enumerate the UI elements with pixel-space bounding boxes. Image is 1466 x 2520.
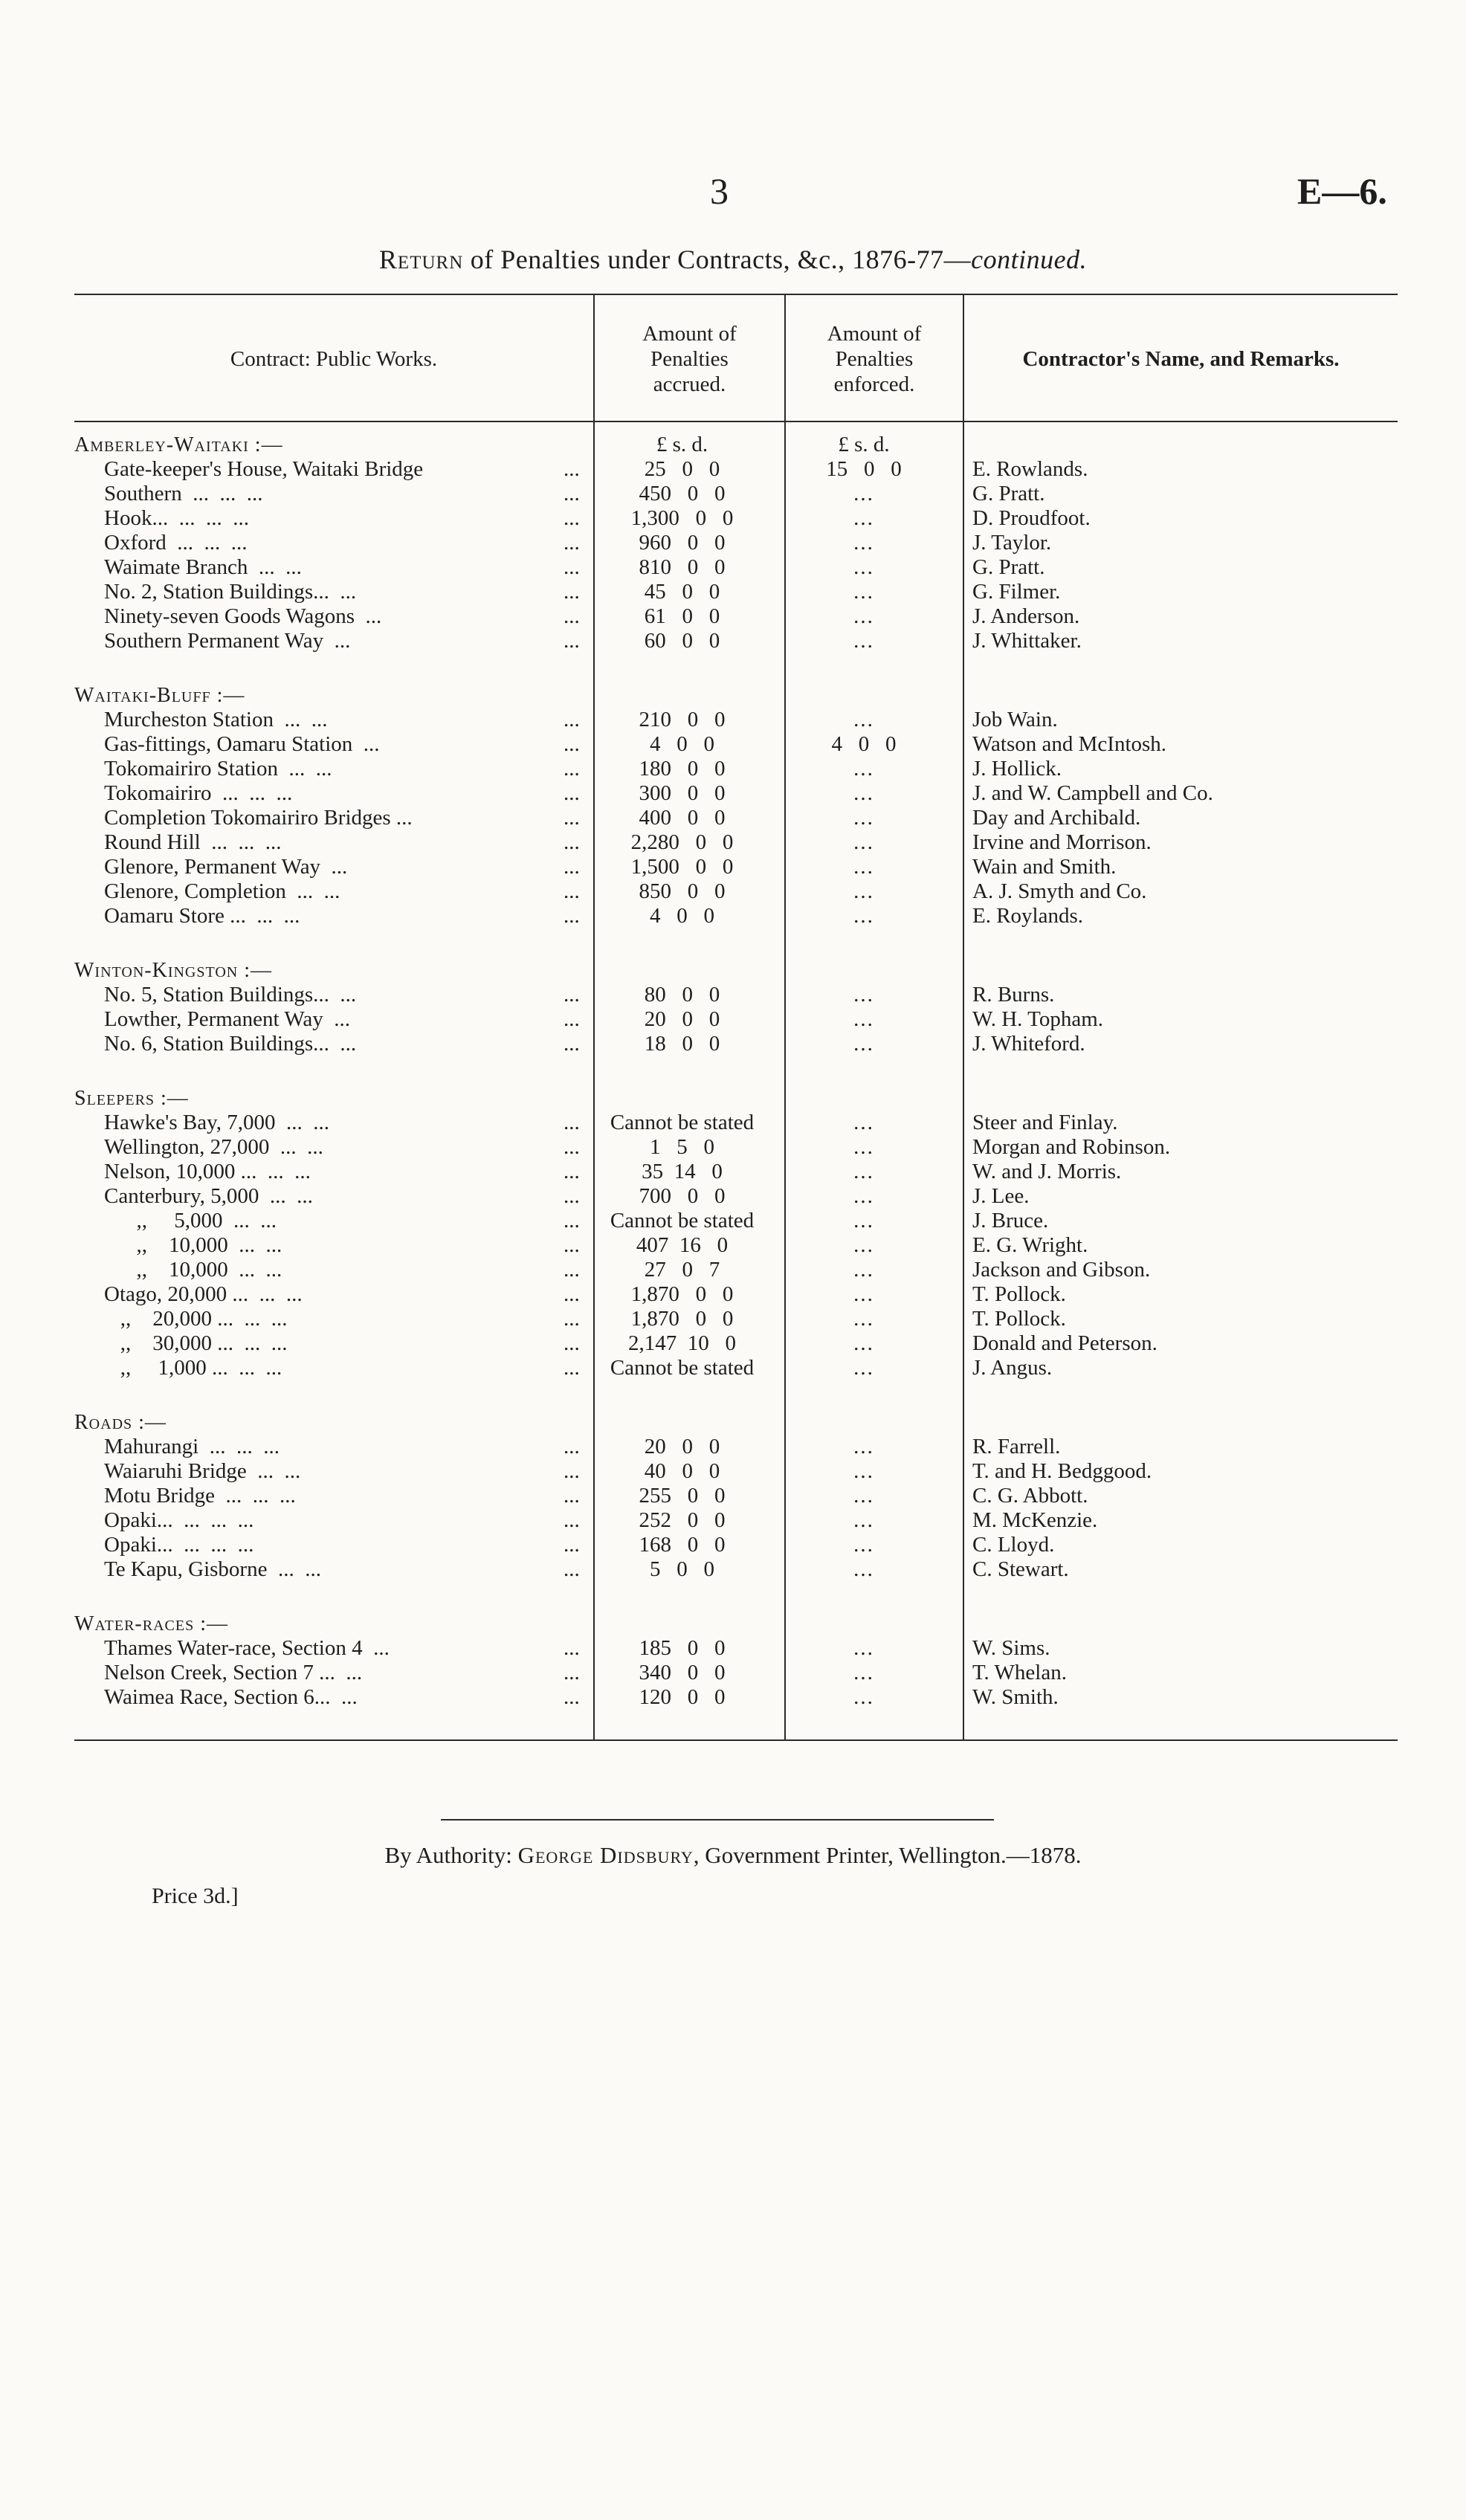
penalty-enforced: ... (853, 1459, 874, 1483)
contractor-remarks: W. Sims. (972, 1636, 1050, 1660)
contractor-remarks: W. H. Topham. (972, 1007, 1103, 1031)
document-reference: E—6. (1297, 170, 1387, 212)
penalty-accrued: 168 0 0 (639, 1533, 726, 1557)
leader-dots: ... (564, 1636, 580, 1660)
contract-name: Southern Permanent Way ... (104, 629, 351, 653)
contractor-remarks: G. Pratt. (972, 482, 1045, 505)
leader-dots: ... (564, 855, 580, 879)
units-enforced: £ s. d. (838, 433, 890, 456)
leader-dots: ... (564, 708, 580, 731)
penalty-enforced: ... (853, 1484, 874, 1508)
penalty-enforced: ... (853, 1258, 874, 1282)
contractor-remarks: R. Farrell. (972, 1435, 1061, 1458)
contract-name: Oxford ... ... ... (104, 531, 248, 555)
penalty-accrued: 40 0 0 (644, 1459, 720, 1483)
table-row (74, 457, 1398, 482)
contractor-remarks: E. G. Wright. (972, 1233, 1088, 1257)
table-row (74, 1282, 1398, 1307)
contract-name: Completion Tokomairiro Bridges ... (104, 806, 413, 830)
table-row (74, 879, 1398, 904)
title-suffix: continued. (971, 245, 1088, 274)
contractor-remarks: J. Bruce. (972, 1209, 1049, 1232)
printer-imprint (0, 1842, 1466, 1869)
contract-name: Southern ... ... ... (104, 482, 263, 505)
penalty-accrued: 2,147 10 0 (628, 1331, 736, 1355)
penalty-accrued: 700 0 0 (639, 1184, 726, 1208)
contract-name: Lowther, Permanent Way ... (104, 1007, 350, 1031)
contract-name: Nelson, 10,000 ... ... ... (104, 1160, 311, 1183)
penalty-accrued: 5 0 0 (650, 1557, 714, 1581)
leader-dots: ... (564, 1209, 580, 1232)
contractor-remarks: J. Hollick. (972, 757, 1062, 781)
table-row (74, 781, 1398, 806)
leader-dots: ... (564, 482, 580, 505)
penalty-enforced: ... (853, 1661, 874, 1684)
contract-name: Canterbury, 5,000 ... ... (104, 1184, 313, 1208)
contract-name: Hawke's Bay, 7,000 ... ... (104, 1111, 329, 1134)
leader-dots: ... (564, 1111, 580, 1134)
leader-dots: ... (564, 555, 580, 579)
penalty-accrued: 255 0 0 (639, 1484, 726, 1508)
penalty-accrued: 27 0 7 (644, 1258, 720, 1282)
leader-dots: ... (564, 1484, 580, 1508)
penalty-accrued: 2,280 0 0 (630, 830, 734, 854)
leader-dots: ... (564, 806, 580, 830)
contract-name: Gas-fittings, Oamaru Station ... (104, 732, 380, 756)
title-prefix: Return (378, 245, 464, 274)
leader-dots: ... (564, 1282, 580, 1306)
table-row (74, 1032, 1398, 1056)
table-row (74, 1685, 1398, 1710)
contractor-remarks: R. Burns. (972, 983, 1055, 1007)
table-row (74, 983, 1398, 1007)
penalty-enforced: ... (853, 983, 874, 1007)
imprint-suffix: , Government Printer, Wellington.—1878. (693, 1842, 1082, 1868)
table-row (74, 830, 1398, 855)
table-row (74, 1258, 1398, 1282)
leader-dots: ... (564, 757, 580, 781)
table-row (74, 1557, 1398, 1582)
table-row (74, 580, 1398, 604)
contract-name: Thames Water-race, Section 4 ... (104, 1636, 390, 1660)
contract-name: Hook... ... ... ... (104, 506, 249, 530)
contract-name: ,, 5,000 ... ... (104, 1209, 277, 1232)
contract-name: ,, 30,000 ... ... ... (104, 1331, 288, 1355)
penalty-enforced: ... (853, 1007, 874, 1031)
leader-dots: ... (564, 781, 580, 805)
contractor-remarks: E. Rowlands. (972, 457, 1088, 481)
contractor-remarks: J. and W. Campbell and Co. (972, 781, 1213, 805)
penalty-accrued: 80 0 0 (644, 983, 720, 1007)
contract-name: ,, 20,000 ... ... ... (104, 1307, 288, 1331)
column-header-contract: Contract: Public Works. (230, 347, 438, 371)
printer-name: George Didsbury (517, 1842, 694, 1868)
table-section (74, 1612, 1398, 1710)
contractor-remarks: C. Stewart. (972, 1557, 1069, 1581)
section-title: Sleepers :— (74, 1087, 189, 1110)
table-row (74, 1484, 1398, 1508)
table-row (74, 1661, 1398, 1685)
table-row (74, 1636, 1398, 1661)
contract-name: Wellington, 27,000 ... ... (104, 1135, 323, 1159)
leader-dots: ... (564, 506, 580, 530)
penalties-table (74, 433, 1398, 1710)
penalty-accrued: 810 0 0 (639, 555, 726, 579)
penalty-enforced: ... (853, 1307, 874, 1331)
leader-dots: ... (564, 1557, 580, 1581)
column-header-accrued: Amount of Penalties accrued. (642, 322, 737, 396)
penalty-enforced: ... (853, 1533, 874, 1557)
penalty-accrued: 300 0 0 (639, 781, 726, 805)
table-row (74, 757, 1398, 781)
contractor-remarks: Irvine and Morrison. (972, 830, 1152, 854)
penalty-accrued: 120 0 0 (639, 1685, 726, 1709)
penalty-enforced: ... (853, 855, 874, 879)
penalty-accrued: 185 0 0 (639, 1636, 726, 1660)
table-row (74, 1307, 1398, 1331)
contractor-remarks: T. Pollock. (972, 1282, 1066, 1306)
contractor-remarks: J. Whiteford. (972, 1032, 1085, 1056)
contract-name: Otago, 20,000 ... ... ... (104, 1282, 303, 1306)
contractor-remarks: M. McKenzie. (972, 1508, 1098, 1532)
leader-dots: ... (564, 457, 580, 481)
contract-name: No. 6, Station Buildings... ... (104, 1032, 357, 1056)
table-row (74, 1184, 1398, 1209)
penalty-enforced: ... (853, 830, 874, 854)
penalty-accrued: 450 0 0 (639, 482, 726, 505)
penalty-accrued: 60 0 0 (644, 629, 720, 653)
contractor-remarks: J. Angus. (972, 1356, 1053, 1380)
contract-name: Oamaru Store ... ... ... (104, 904, 300, 928)
leader-dots: ... (564, 983, 580, 1007)
penalty-enforced: ... (853, 555, 874, 579)
header-bottom-rule (74, 421, 1398, 422)
table-row (74, 1135, 1398, 1160)
contract-name: Round Hill ... ... ... (104, 830, 282, 854)
contractor-remarks: W. Smith. (972, 1685, 1059, 1709)
leader-dots: ... (564, 1160, 580, 1183)
contract-name: ,, 10,000 ... ... (104, 1258, 282, 1282)
contract-name: Ninety-seven Goods Wagons ... (104, 604, 382, 628)
leader-dots: ... (564, 732, 580, 756)
penalty-enforced: ... (853, 1233, 874, 1257)
contractor-remarks: J. Anderson. (972, 604, 1080, 628)
table-row (74, 1111, 1398, 1135)
contractor-remarks: Morgan and Robinson. (972, 1135, 1171, 1159)
leader-dots: ... (564, 1032, 580, 1056)
contract-name: Tokomairiro ... ... ... (104, 781, 293, 805)
column-header-enforced: Amount of Penalties enforced. (827, 322, 922, 396)
leader-dots: ... (564, 1356, 580, 1380)
contractor-remarks: C. G. Abbott. (972, 1484, 1088, 1508)
leader-dots: ... (564, 1508, 580, 1532)
penalty-accrued: 1,870 0 0 (630, 1282, 734, 1306)
penalty-accrued: 61 0 0 (644, 604, 720, 628)
penalty-accrued: 4 0 0 (650, 732, 714, 756)
leader-dots: ... (564, 1533, 580, 1557)
leader-dots: ... (564, 1661, 580, 1684)
contractor-remarks: G. Pratt. (972, 555, 1045, 579)
penalty-enforced: ... (853, 604, 874, 628)
penalty-accrued: 35 14 0 (642, 1160, 723, 1183)
table-section (74, 1086, 1398, 1380)
contractor-remarks: C. Lloyd. (972, 1533, 1055, 1557)
penalty-accrued: 45 0 0 (644, 580, 720, 604)
contract-name: Te Kapu, Gisborne ... ... (104, 1557, 321, 1581)
table-row (74, 1233, 1398, 1258)
penalty-enforced: ... (853, 531, 874, 555)
penalty-enforced: ... (853, 879, 874, 903)
penalty-accrued: 252 0 0 (639, 1508, 726, 1532)
penalty-enforced: ... (853, 1135, 874, 1159)
penalty-enforced: ... (853, 482, 874, 505)
penalty-accrued: 407 16 0 (636, 1233, 729, 1257)
penalty-enforced: ... (853, 1435, 874, 1458)
leader-dots: ... (564, 1459, 580, 1483)
contractor-remarks: Jackson and Gibson. (972, 1258, 1151, 1282)
table-row (74, 1331, 1398, 1356)
penalty-accrued: 400 0 0 (639, 806, 726, 830)
table-row (74, 555, 1398, 580)
leader-dots: ... (564, 1435, 580, 1458)
penalty-enforced: ... (853, 781, 874, 805)
leader-dots: ... (564, 904, 580, 928)
penalty-enforced: ... (853, 1557, 874, 1581)
section-title: Waitaki-Bluff :— (74, 684, 245, 707)
table-section (74, 1410, 1398, 1582)
penalty-accrued: Cannot be stated (610, 1111, 755, 1134)
leader-dots: ... (564, 604, 580, 628)
table-row (74, 732, 1398, 757)
contract-name: Glenore, Permanent Way ... (104, 855, 348, 879)
penalty-enforced: ... (853, 1282, 874, 1306)
contract-name: ,, 1,000 ... ... ... (104, 1356, 282, 1380)
leader-dots: ... (564, 1685, 580, 1709)
price-note: Price 3d.] (152, 1884, 239, 1908)
units-accrued: £ s. d. (656, 433, 708, 456)
table-row (74, 1356, 1398, 1380)
contractor-remarks: T. Whelan. (972, 1661, 1067, 1684)
leader-dots: ... (564, 1331, 580, 1355)
table-section (74, 433, 1398, 653)
penalty-enforced: ... (853, 1636, 874, 1660)
leader-dots: ... (564, 1007, 580, 1031)
contractor-remarks: Job Wain. (972, 708, 1058, 731)
contractor-remarks: E. Roylands. (972, 904, 1084, 928)
contractor-remarks: J. Lee. (972, 1184, 1030, 1208)
contract-name: Gate-keeper's House, Waitaki Bridge (104, 457, 424, 481)
penalty-enforced: ... (853, 1032, 874, 1056)
table-row (74, 629, 1398, 653)
table-row (74, 855, 1398, 879)
contract-name: No. 5, Station Buildings... ... (104, 983, 357, 1007)
penalty-accrued: 25 0 0 (644, 457, 720, 481)
penalty-accrued: 1 5 0 (650, 1135, 714, 1159)
penalty-enforced: ... (853, 806, 874, 830)
leader-dots: ... (564, 580, 580, 604)
contract-name: No. 2, Station Buildings... ... (104, 580, 357, 604)
penalty-accrued: 340 0 0 (639, 1661, 726, 1684)
penalty-enforced: ... (853, 904, 874, 928)
penalty-enforced: ... (853, 580, 874, 604)
contractor-remarks: D. Proudfoot. (972, 506, 1091, 530)
imprint-prefix: By Authority: (384, 1842, 518, 1868)
contract-name: ,, 10,000 ... ... (104, 1233, 282, 1257)
penalty-accrued: 1,870 0 0 (630, 1307, 734, 1331)
table-row (74, 1007, 1398, 1032)
penalty-enforced: ... (853, 1160, 874, 1183)
penalty-enforced: ... (853, 1111, 874, 1134)
penalty-enforced: ... (853, 1685, 874, 1709)
penalty-enforced: ... (853, 1331, 874, 1355)
contractor-remarks: Wain and Smith. (972, 855, 1117, 879)
penalty-accrued: 4 0 0 (650, 904, 714, 928)
penalty-accrued: 1,500 0 0 (630, 855, 734, 879)
contract-name: Nelson Creek, Section 7 ... ... (104, 1661, 363, 1684)
penalty-enforced: ... (853, 1209, 874, 1232)
leader-dots: ... (564, 1233, 580, 1257)
penalty-accrued: 960 0 0 (639, 531, 726, 555)
contract-name: Motu Bridge ... ... ... (104, 1484, 296, 1508)
penalty-accrued: Cannot be stated (610, 1356, 755, 1380)
penalty-enforced: ... (853, 1356, 874, 1380)
table-row (74, 1459, 1398, 1484)
penalty-accrued: 210 0 0 (639, 708, 726, 731)
contractor-remarks: T. Pollock. (972, 1307, 1066, 1331)
penalty-enforced: 15 0 0 (826, 457, 902, 481)
penalty-accrued: 1,300 0 0 (630, 506, 734, 530)
contract-name: Mahurangi ... ... ... (104, 1435, 280, 1458)
penalty-enforced: ... (853, 629, 874, 653)
table-row (74, 506, 1398, 531)
contract-name: Tokomairiro Station ... ... (104, 757, 332, 781)
table-row (74, 708, 1398, 732)
contractor-remarks: T. and H. Bedggood. (972, 1459, 1152, 1483)
table-top-rule (74, 294, 1398, 295)
contract-name: Waiaruhi Bridge ... ... (104, 1459, 301, 1483)
table-row (74, 1508, 1398, 1533)
contract-name: Waimate Branch ... ... (104, 555, 302, 579)
contract-name: Waimea Race, Section 6... ... (104, 1685, 358, 1709)
contractor-remarks: Donald and Peterson. (972, 1331, 1157, 1355)
table-section (74, 958, 1398, 1056)
table-row (74, 1435, 1398, 1459)
leader-dots: ... (564, 1135, 580, 1159)
contractor-remarks: W. and J. Morris. (972, 1160, 1122, 1183)
contractor-remarks: G. Filmer. (972, 580, 1061, 604)
contractor-remarks: Watson and McIntosh. (972, 732, 1167, 756)
penalty-enforced: ... (853, 506, 874, 530)
table-row (74, 482, 1398, 506)
contractor-remarks: J. Whittaker. (972, 629, 1082, 653)
table-row (74, 904, 1398, 928)
penalty-enforced: 4 0 0 (831, 732, 897, 756)
section-title: Amberley-Waitaki :— (74, 433, 283, 456)
leader-dots: ... (564, 629, 580, 653)
page-title (0, 244, 1466, 275)
table-sections (74, 433, 1398, 1710)
table-section (74, 683, 1398, 928)
leader-dots: ... (564, 1258, 580, 1282)
penalty-enforced: ... (853, 1184, 874, 1208)
section-title: Roads :— (74, 1411, 167, 1434)
penalty-accrued: 180 0 0 (639, 757, 726, 781)
leader-dots: ... (564, 531, 580, 555)
table-row (74, 1209, 1398, 1233)
contractor-remarks: A. J. Smyth and Co. (972, 879, 1147, 903)
penalty-accrued: 20 0 0 (644, 1007, 720, 1031)
table-row (74, 1160, 1398, 1184)
table-bottom-rule (74, 1739, 1398, 1741)
contractor-remarks: Steer and Finlay. (972, 1111, 1118, 1134)
contract-name: Opaki... ... ... ... (104, 1533, 254, 1557)
contract-name: Murcheston Station ... ... (104, 708, 328, 731)
column-header-remarks: Contractor's Name, and Remarks. (1022, 347, 1340, 371)
section-title: Water-races :— (74, 1612, 228, 1635)
leader-dots: ... (564, 1184, 580, 1208)
footer-rule (441, 1819, 994, 1820)
table-row (74, 1533, 1398, 1557)
table-row (74, 531, 1398, 555)
table-row (74, 806, 1398, 830)
contractor-remarks: J. Taylor. (972, 531, 1052, 555)
title-main: of Penalties under Contracts, &c., 1876-77— (463, 245, 972, 274)
leader-dots: ... (564, 879, 580, 903)
penalty-enforced: ... (853, 708, 874, 731)
section-title: Winton-Kingston :— (74, 959, 273, 982)
penalty-enforced: ... (853, 757, 874, 781)
penalty-accrued: 850 0 0 (639, 879, 726, 903)
contract-name: Opaki... ... ... ... (104, 1508, 254, 1532)
leader-dots: ... (564, 1307, 580, 1331)
contract-name: Glenore, Completion ... ... (104, 879, 340, 903)
page-number: 3 (710, 170, 729, 212)
table-row (74, 604, 1398, 629)
penalty-accrued: 18 0 0 (644, 1032, 720, 1056)
penalty-accrued: 20 0 0 (644, 1435, 720, 1458)
penalty-enforced: ... (853, 1508, 874, 1532)
penalty-accrued: Cannot be stated (610, 1209, 755, 1232)
contractor-remarks: Day and Archibald. (972, 806, 1141, 830)
leader-dots: ... (564, 830, 580, 854)
